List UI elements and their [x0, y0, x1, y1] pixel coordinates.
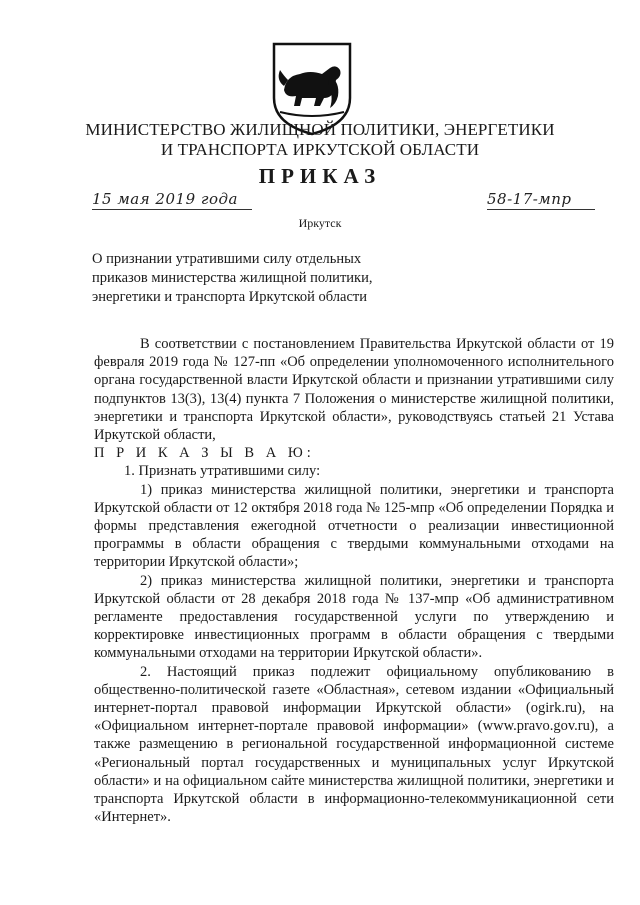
subject-line: энергетики и транспорта Иркутской области	[92, 289, 367, 305]
city-name: Иркутск	[298, 216, 342, 230]
item-2: 2. Настоящий приказ подлежит официальному опубликованию в общественно-политической газете «Областная», сетевом издании «Официальный интернет-портал правовой информации Иркутской области» (ogirk.ru), на «Официальном интернет-портале правовой информации» (www.pravo.gov.ru), а также размещению в региональной государственной информационной системе «Региональный портал государственных и муниципальных услуг Иркутской области» и на официальном сайте министерства жилищной политики, энергетики и транспорта Иркутской области в информационно-телекоммуникационной сети «Интернет».	[94, 663, 614, 826]
subject-line: О признании утратившими силу отдельных	[92, 251, 362, 267]
item-1: 1. Признать утратившими силу:	[124, 463, 321, 480]
ministry-name-line1: МИНИСТЕРСТВО ЖИЛИЩНОЙ ПОЛИТИКИ, ЭНЕРГЕТИКИ	[85, 120, 555, 139]
order-date-handwritten: 15 мая 2019 года	[92, 190, 238, 208]
item-1-2: 2) приказ министерства жилищной политики, энергетики и транспорта Иркутской области от 28 декабря 2018 года № 137-мпр «Об административном регламенте предоставления государственной услуги по утверждению и корректировке инвестиционных программ в области обращения с твердыми коммунальными отходами на территории Иркутской области».	[94, 572, 614, 662]
subject-line: приказов министерства жилищной политики,	[92, 270, 373, 286]
order-number-handwritten: 58-17-мпр	[487, 190, 572, 208]
ministry-name-line2: И ТРАНСПОРТА ИРКУТСКОЙ ОБЛАСТИ	[160, 140, 480, 159]
number-underline	[487, 209, 595, 210]
preamble-paragraph: В соответствии с постановлением Правительства Иркутской области от 19 февраля 2019 года № 127-пп «Об определении уполномоченного исполнительного органа государственной власти Иркутской области и признании утратившими силу подпунктов 13(3), 13(4) пункта 7 Положения о министерстве жилищной политики, энергетики и транспорта Иркутской области», руководствуясь статьей 21 Устава Иркутской области,	[94, 336, 614, 444]
item-1-1: 1) приказ министерства жилищной политики, энергетики и транспорта Иркутской области от 12 октября 2018 года № 125-мпр «Об определении Порядка и формы представления ежегодной отчетности о реализации инвестиционной программы в области обращения с твердыми коммунальными отходами на территории Иркутской области»;	[94, 481, 614, 571]
order-body	[94, 335, 614, 826]
order-subject	[92, 250, 412, 307]
decree-heading: П Р И К А З Ы В А Ю:	[94, 445, 315, 462]
date-underline	[92, 209, 252, 210]
order-title: ПРИКАЗ	[258, 164, 382, 188]
